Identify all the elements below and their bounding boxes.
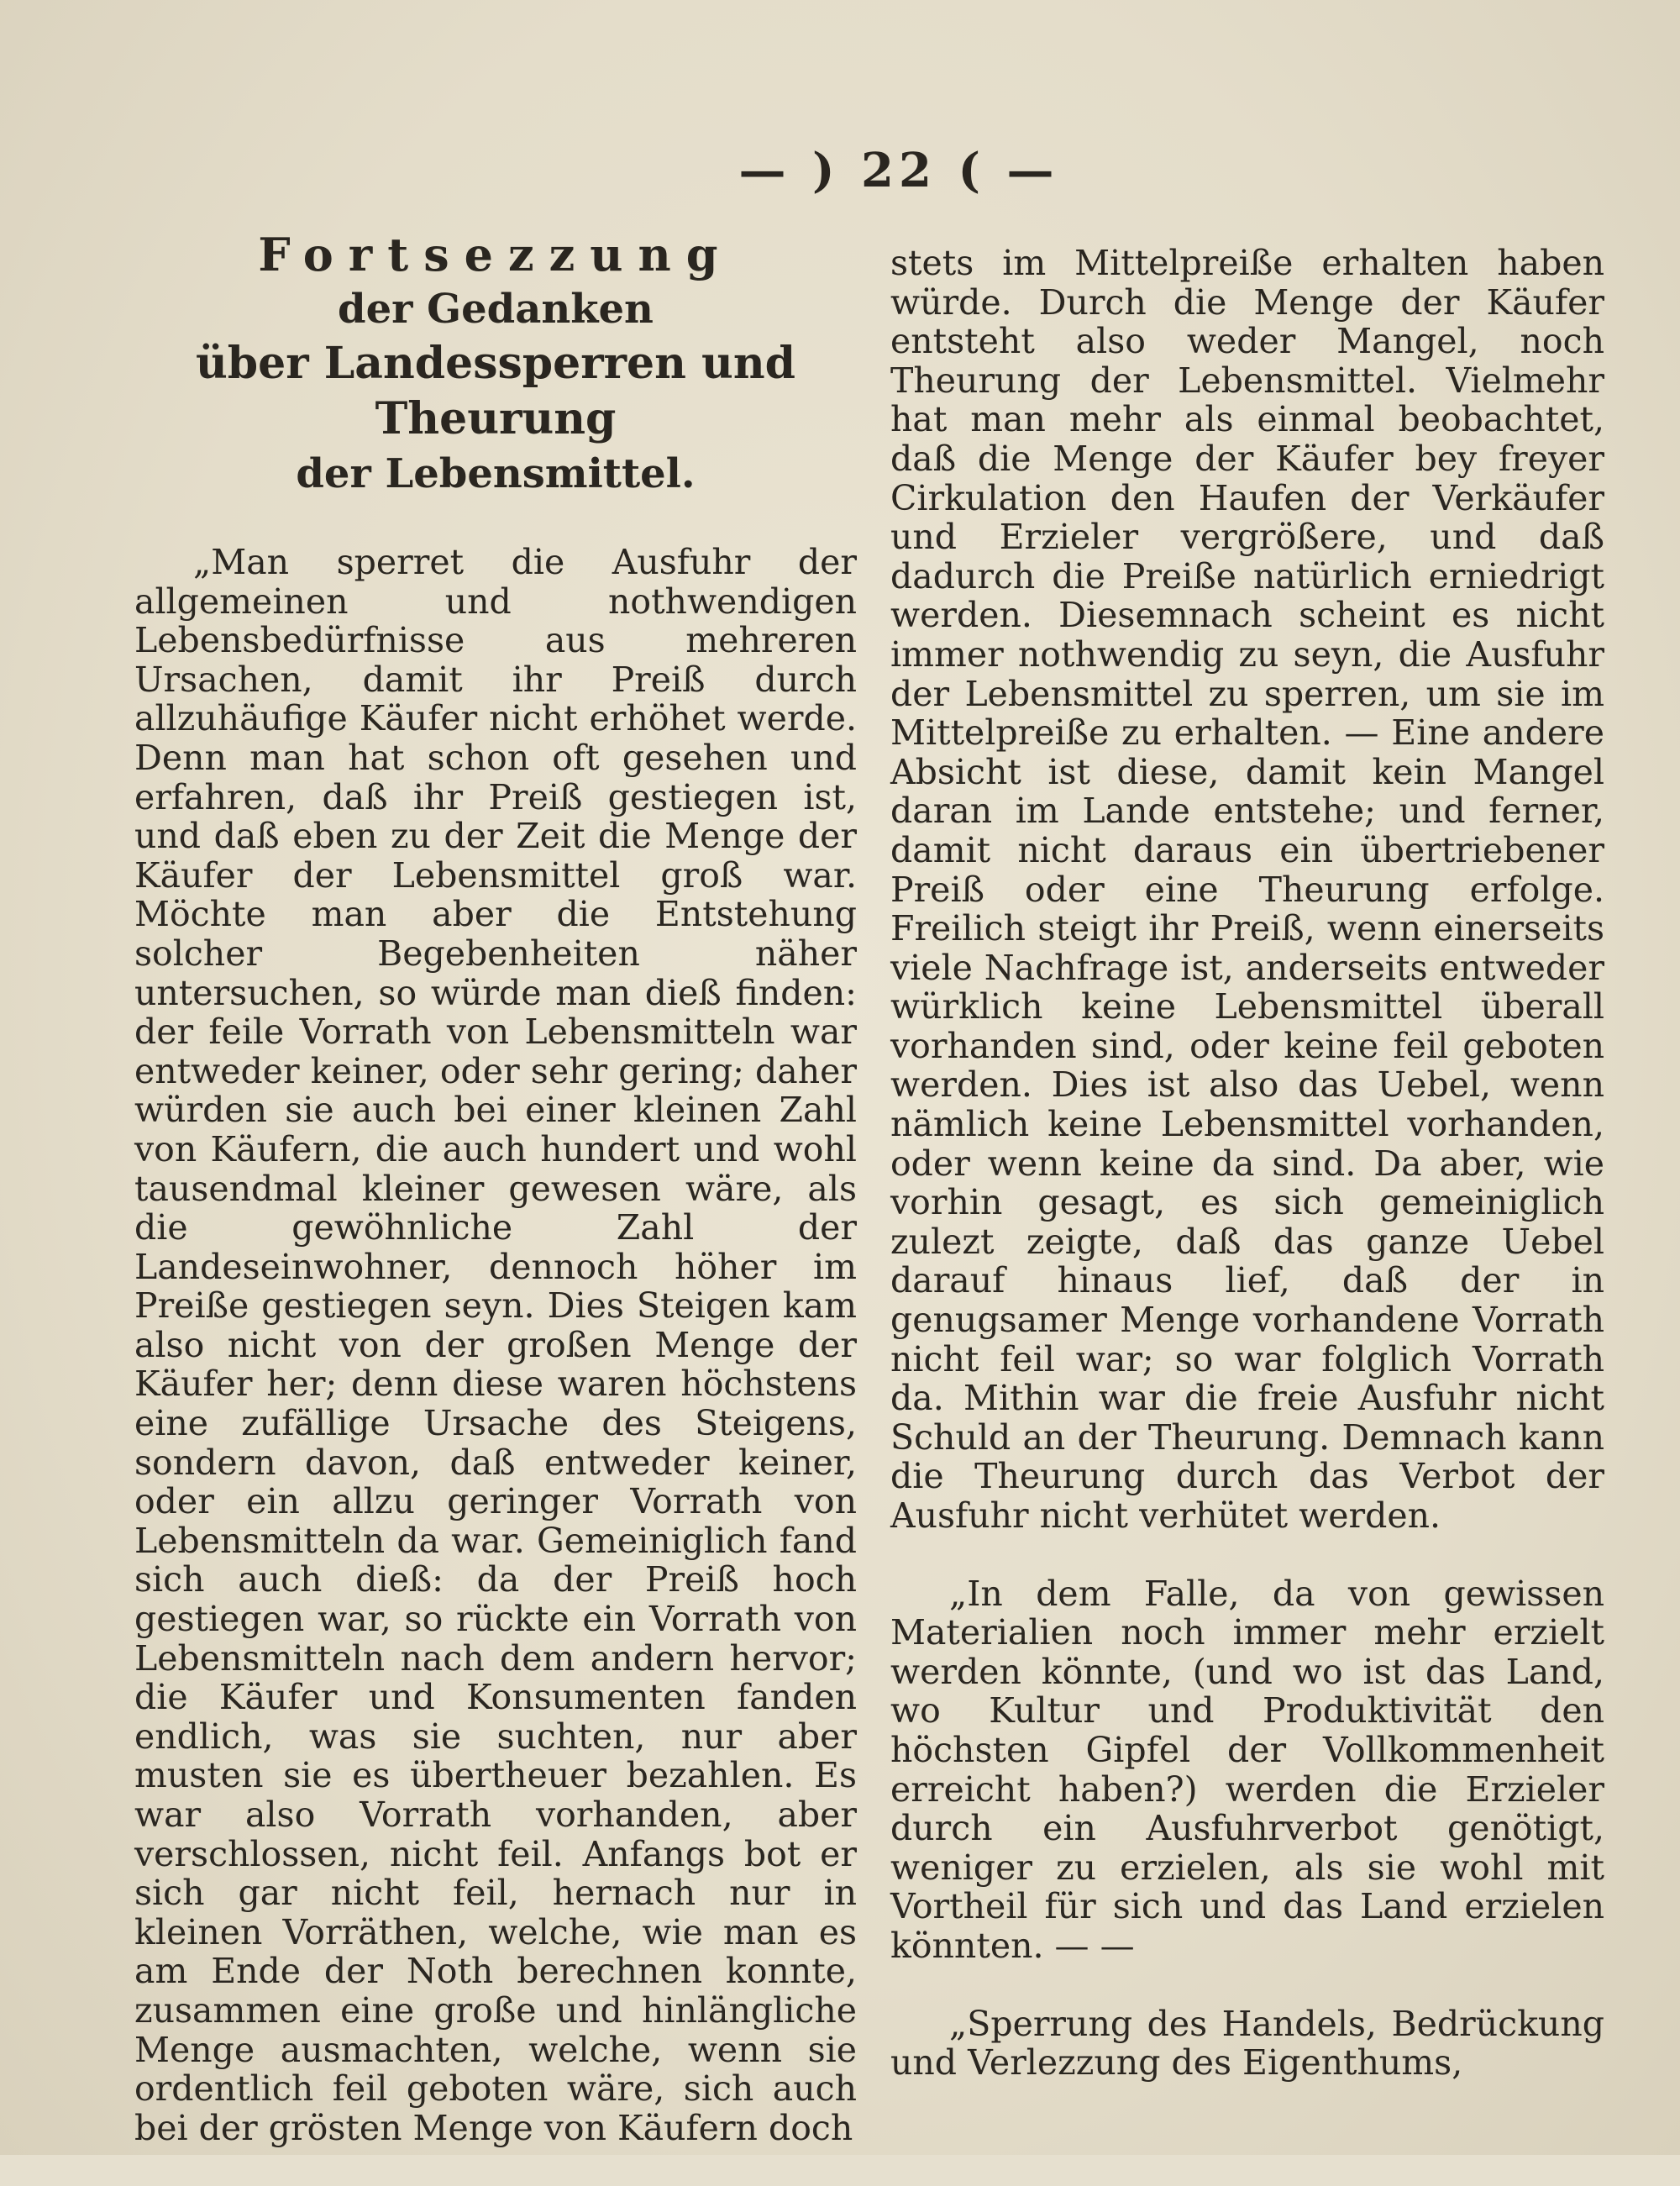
right-column [890, 244, 1604, 2121]
right-paragraph-3: „Sperrung des Handels, Bedrückung und Verlezzung des Eigenthums, [890, 2003, 1604, 2084]
left-paragraph-1: „Man sperret die Ausfuhr der allgemeinen und nothwendigen Lebensbedürfnisse aus mehreren Ursachen, damit ihr Preiß durch allzuhäufige Käufer nicht erhöhet werde. Denn man hat schon oft gesehen und erfahren, daß ihr Preiß gestiegen ist, und daß eben zu der Zeit die Menge der Käufer der Lebensmittel groß war. Möchte man aber die Entstehung solcher Begebenheiten näher untersuchen, so würde man dieß finden: der feile Vorrath von Lebensmitteln war entweder keiner, oder sehr gering; daher würden sie auch bei einer kleinen Zahl von Käufern, die auch hundert und wohl tausendmal kleiner gewesen wäre, als die gewöhnliche Zahl der Landeseinwohner, dennoch höher im Preiße gestiegen seyn. Dies Steigen kam also nicht von der großen Menge der Käufer her; denn diese waren höchstens eine zufällige Ursache des Steigens, sondern davon, daß entweder keiner, oder ein allzu geringer Vorrath von Lebensmitteln da war. Gemeiniglich fand sich auch dieß: da der Preiß hoch gestiegen war, so rückte ein Vorrath von Lebensmitteln nach dem andern hervor; die Käufer und Konsumenten fanden endlich, was sie suchten, nur aber musten sie es übertheuer bezahlen. Es war also Vorrath vorhanden, aber verschlossen, nicht feil. Anfangs bot er sich gar nicht feil, hernach nur in kleinen Vorräthen, welche, wie man es am Ende der Noth berechnen konnte, zusammen eine große und hinlängliche Menge ausmachten, welche, wenn sie ordentlich feil geboten wäre, sich auch bei der grösten Menge von Käufern doch [134, 542, 857, 2148]
article-title [134, 227, 857, 501]
page-number-header: — ) 22 ( — [738, 143, 1059, 198]
title-line-2: der Gedanken [338, 286, 654, 333]
title-line-1: Fortsezzung [258, 228, 733, 281]
title-line-4: der Lebensmittel. [296, 450, 696, 497]
right-paragraph-2: „In dem Falle, da von gewissen Materialien noch immer mehr erzielt werden könnte, (und wo ist das Land, wo Kultur und Produktivität den höchsten Gipfel der Vollkommenheit erreicht haben?) werden die Erzieler durch ein Ausfuhrverbot genötigt, weniger zu erzielen, als sie wohl mit Vortheil für sich und das Land erzielen könnten. — — [890, 1573, 1604, 1966]
right-paragraph-1: stets im Mittelpreiße erhalten haben würde. Durch die Menge der Käufer entsteht also weder Mangel, noch Theurung der Lebensmittel. Vielmehr hat man mehr als einmal beobachtet, daß die Menge der Käufer bey freyer Cirkulation den Haufen der Verkäufer und Erzieler vergrößere, und daß dadurch die Preiße natürlich erniedrigt werden. Diesemnach scheint es nicht immer nothwendig zu seyn, die Ausfuhr der Lebensmittel zu sperren, um sie im Mittelpreiße zu erhalten. — Eine andere Absicht ist diese, damit kein Mangel daran im Lande entstehe; und ferner, damit nicht daraus ein übertriebener Preiß oder eine Theurung erfolge. Freilich steigt ihr Preiß, wenn einerseits viele Nachfrage ist, anderseits entweder würklich keine Lebensmittel überall vorhanden sind, oder keine feil geboten werden. Dies ist also das Uebel, wenn nämlich keine Lebensmittel vorhanden, oder wenn keine da sind. Da aber, wie vorhin gesagt, es sich gemeiniglich zulezt zeigte, daß das ganze Uebel darauf hinaus lief, daß der in genugsamer Menge vorhandene Vorrath nicht feil war; so war folglich Vorrath da. Mithin war die freie Ausfuhr nicht Schuld an der Theurung. Demnach kann die Theurung durch das Verbot der Ausfuhr nicht verhütet werden. [890, 243, 1604, 1536]
title-line-3: über Landessperren und Theurung [195, 338, 795, 444]
left-column [134, 227, 857, 2186]
